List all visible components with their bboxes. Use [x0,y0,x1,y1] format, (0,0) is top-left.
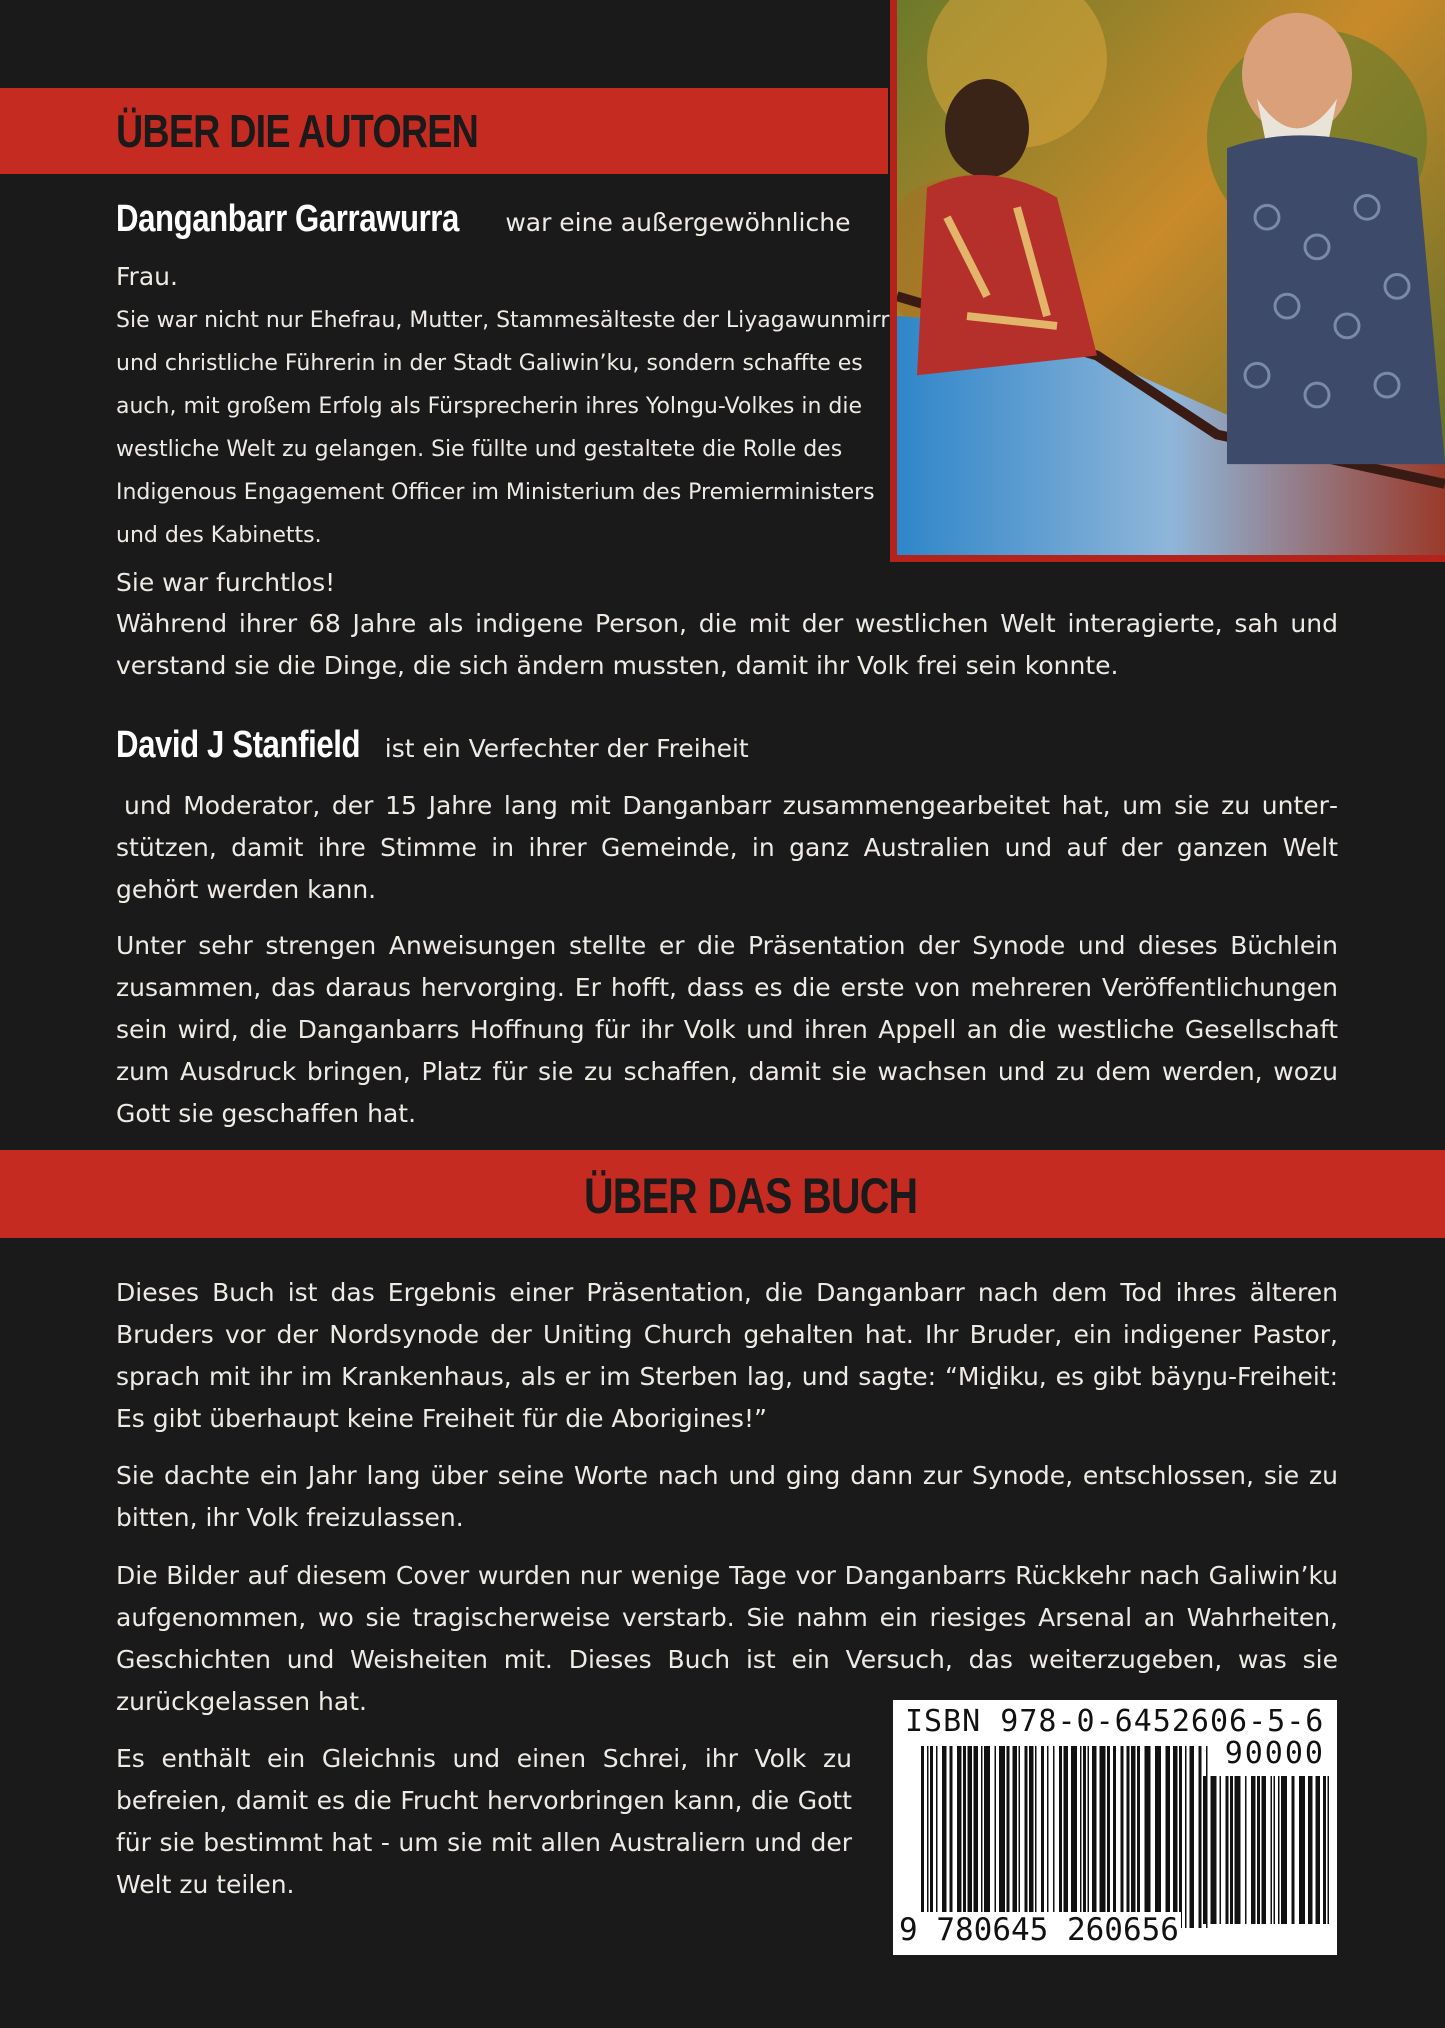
book-paragraph2: Sie dachte ein Jahr lang über seine Worte nach und ging dann zur Synode, entschlossen, sie zu bitten, ihr Volk freizulassen. [116,1461,1338,1532]
barcode-bar [1230,1776,1233,1924]
barcode-bar [1190,1746,1195,1928]
barcode-bar [1071,1746,1077,1928]
barcode-bar [927,1746,929,1928]
barcode-bar [974,1746,979,1928]
barcode-bar [1083,1746,1086,1928]
barcode-bar [1019,1746,1021,1928]
author2-intro [116,724,1016,767]
barcode-bar [1328,1776,1330,1924]
barcode-bar [968,1746,973,1928]
barcode-bar [942,1746,947,1928]
barcode-bar [921,1746,924,1928]
barcode-bar [1121,1746,1124,1928]
barcode-bar [1226,1776,1229,1924]
ean-number: 9 780645 260656 [899,1912,1179,1948]
barcode-bar [1137,1746,1140,1928]
author1-fearless: Sie war furchtlos! [116,568,336,597]
barcode-bar [1107,1746,1110,1928]
barcode-bar [1262,1776,1267,1924]
barcode-bar [1041,1746,1044,1928]
isbn-label: ISBN 978-0-6452606-5-6 [905,1704,1325,1739]
barcode-bar [1257,1776,1260,1924]
book-paragraph3: Die Bilder auf diesem Cover wurden nur wenige Tage vor Danganbarrs Rückkehr nach Galiwin’ku aufgenommen, wo sie tragischerweise verstarb. Sie nahm ein riesiges Arsenal an Wahrheiten, Geschichten und Weisheiten mit. Dieses Buch ist ein Versuch, das weiterzugeben, was sie zurückgelassen hat. [116,1561,1338,1716]
barcode-bar [950,1746,953,1928]
barcode-bar [1025,1746,1028,1928]
isbn-barcode [893,1700,1337,1955]
author1-bio [116,299,906,557]
barcode-bar [1179,1746,1182,1928]
authors-photo-illustration [897,0,1445,555]
barcode-bar [1064,1746,1069,1928]
barcode-bar [1292,1776,1295,1924]
book-paragraph4: Es enthält ein Gleichnis und einen Schrei, ihr Volk zu befreien, damit es die Frucht hervorbringen kann, die Gott für sie bestimmt hat - um sie mit allen Australiern und der Welt zu teilen. [116,1744,852,1899]
barcode-bar [1278,1776,1280,1924]
barcode-bar [1155,1746,1161,1928]
barcode-bar [1029,1746,1034,1928]
barcode-bar [930,1746,933,1928]
price-code-label: 90000 [1224,1736,1325,1771]
author1-bio-line: und des Kabinetts. [116,523,322,548]
barcode-bar [936,1746,938,1928]
author1-paragraph: Während ihrer 68 Jahre als indigene Person, die mit der westlichen Welt interagierte, sah und verstand sie die Dinge, die sich ändern mussten, damit ihr Volk frei sein konnte. [116,609,1338,680]
author1-bio-line: und christliche Führerin in der Stadt Galiwin’ku, sondern schaffte es [116,351,863,376]
author2-paragraph1: und Moderator, der 15 Jahre lang mit Danganbarr zusammengearbeitet hat, um sie zu unterstützen, damit ihre Stimme in ihrer Gemeinde, in ganz Australien und auf der ganzen Welt gehört werden kann. [116,791,1338,904]
barcode-bar [1251,1776,1256,1924]
barcode-bar [1220,1776,1222,1924]
barcode-bar [1308,1776,1313,1924]
barcode-bar [1245,1776,1247,1924]
barcode-bar [963,1746,966,1928]
barcode-bars-addon [1203,1776,1329,1924]
barcode-bar [1053,1746,1055,1928]
barcode-bar [981,1746,983,1928]
barcode-bar [1007,1746,1010,1928]
barcode-bar [1088,1746,1090,1928]
barcode-bar [1113,1746,1116,1928]
author2-lead: ist ein Verfechter der Freiheit [384,734,749,763]
author1-bio-line: Sie war nicht nur Ehefrau, Mutter, Stammesälteste der Liyagawunmirr [116,308,890,333]
author1-bio-line: Indigenous Engagement Officer im Ministerium des Premierministers [116,480,875,505]
barcode-bar [1211,1776,1217,1924]
authors-heading: ÜBER DIE AUTOREN [116,105,479,157]
barcode-bar [1080,1746,1082,1928]
author2-name: David J Stanfield [116,724,361,766]
barcode-bar [1281,1776,1287,1924]
authors-photo [890,0,1445,562]
barcode-bar [1323,1776,1326,1924]
barcode-bars-main [921,1746,1209,1928]
author1-bio-line: westliche Welt zu gelangen. Sie füllte und gestaltete die Rolle des [116,437,843,462]
barcode-bar [1127,1746,1130,1928]
barcode-bar [1131,1746,1136,1928]
barcode-bar [1047,1746,1049,1928]
author1-intro [116,198,876,241]
barcode-bar [999,1746,1005,1928]
author1-lead: war eine außergewöhnliche [505,208,851,237]
barcode-bar [1185,1746,1187,1928]
barcode-bar [1100,1746,1106,1928]
barcode-bar [1035,1746,1037,1928]
barcode-bar [1145,1746,1151,1928]
book-paragraph1: Dieses Buch ist das Ergebnis einer Präsentation, die Danganbarr nach dem Tod ihres älteren Bruders vor der Nordsynode der Uniting Church gehalten hat. Ihr Bruder, ein indigener Pastor, sprach mit ihr im Krankenhaus, als er im Sterben lag, und sagte: “Miḏiku, es gibt bäyŋu-Freiheit: Es gibt überhaupt keine Freiheit für die Aborigines!” [116,1278,1338,1433]
barcode-bar [995,1746,997,1928]
author1-lead-continued: Frau. [116,262,178,291]
barcode-bar [1235,1776,1241,1924]
barcode-bar [1092,1746,1097,1928]
barcode-bar [1274,1776,1276,1924]
barcode-bar [984,1746,990,1928]
barcode-bar [1316,1776,1321,1924]
barcode-bar [957,1746,962,1928]
author1-bio-line: auch, mit großem Erfolg als Fürsprecherin ihres Yolngu-Volkes in die [116,394,863,419]
author2-paragraph2: Unter sehr strengen Anweisungen stellte er die Präsentation der Synode und dieses Büchlein zusammen, das daraus hervorging. Er hofft, dass es die erste von mehreren Veröffentlichungen sein wird, die Danganbarrs Hoffnung für ihr Volk und ihren Appell an die westliche Gesellschaft zum Ausdruck bringen, Platz für sie zu schaffen, damit sie wachsen und zu dem werden, wozu Gott sie geschaffen hat. [116,931,1338,1128]
barcode-bar [1166,1746,1171,1928]
barcode-bar [1203,1776,1208,1924]
author1-name: Danganbarr Garrawurra [116,198,459,240]
barcode-bar [1059,1746,1062,1928]
barcode-bar [1013,1746,1018,1928]
barcode-bar [1271,1776,1273,1924]
barcode-bar [1299,1776,1305,1924]
barcode-bar [1199,1746,1202,1928]
book-heading: ÜBER DAS BUCH [584,1168,918,1224]
barcode-bar [1173,1746,1178,1928]
